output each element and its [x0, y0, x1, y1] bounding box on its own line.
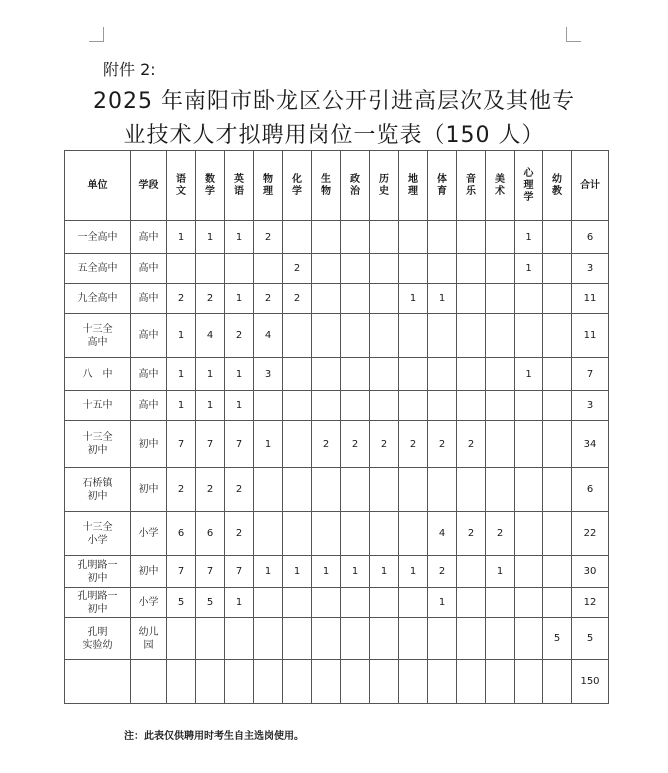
- column-header: [283, 151, 312, 221]
- level-cell: 初中: [131, 556, 167, 588]
- quota-cell: 4: [254, 314, 283, 358]
- quota-cell: 1: [225, 284, 254, 314]
- quota-cell: [341, 512, 370, 556]
- quota-cell: 1: [254, 421, 283, 468]
- column-header: [370, 151, 399, 221]
- quota-cell: 7: [225, 421, 254, 468]
- quota-cell: 2: [370, 421, 399, 468]
- quota-cell: [399, 358, 428, 391]
- quota-cell: [370, 391, 399, 421]
- level-cell: 小学: [131, 512, 167, 556]
- quota-cell: [457, 314, 486, 358]
- column-header-label: 英语: [234, 173, 244, 197]
- unit-cell: 石桥镇 初中: [65, 468, 131, 512]
- level-cell: 高中: [131, 358, 167, 391]
- table-header-row: [65, 151, 609, 221]
- quota-cell: 1: [254, 556, 283, 588]
- quota-cell: [283, 358, 312, 391]
- column-header: [486, 151, 515, 221]
- quota-cell: [341, 660, 370, 704]
- quota-cell: [543, 588, 572, 618]
- column-header-label: 心理学: [523, 167, 534, 203]
- unit-cell: 五全高中: [65, 254, 131, 284]
- unit-cell: 十三全 高中: [65, 314, 131, 358]
- quota-cell: [486, 618, 515, 660]
- page-corner-mark-top-left: [89, 27, 104, 42]
- quota-cell: 1: [225, 221, 254, 254]
- quota-cell: [515, 421, 543, 468]
- quota-cell: [283, 314, 312, 358]
- quota-cell: [312, 468, 341, 512]
- total-cell: 11: [572, 314, 609, 358]
- quota-cell: 1: [225, 588, 254, 618]
- table-row: [65, 221, 609, 254]
- total-cell: 7: [572, 358, 609, 391]
- quota-cell: [543, 556, 572, 588]
- quota-cell: [341, 618, 370, 660]
- quota-cell: 1: [515, 358, 543, 391]
- column-header-label: 学段: [138, 180, 159, 191]
- quota-cell: 2: [254, 221, 283, 254]
- quota-cell: 2: [196, 284, 225, 314]
- unit-cell: 孔明路一 初中: [65, 588, 131, 618]
- level-cell: 小学: [131, 588, 167, 618]
- total-cell: 12: [572, 588, 609, 618]
- quota-cell: [399, 660, 428, 704]
- column-header-label: 历史: [379, 173, 389, 197]
- quota-cell: 1: [167, 314, 196, 358]
- quota-cell: 1: [196, 358, 225, 391]
- unit-cell: 十五中: [65, 391, 131, 421]
- quota-cell: 2: [283, 284, 312, 314]
- quota-cell: [370, 221, 399, 254]
- quota-cell: 1: [341, 556, 370, 588]
- quota-cell: 3: [254, 358, 283, 391]
- quota-cell: 1: [283, 556, 312, 588]
- column-header: [131, 151, 167, 221]
- quota-cell: [370, 314, 399, 358]
- quota-cell: 4: [196, 314, 225, 358]
- positions-table: [64, 150, 609, 704]
- quota-cell: [167, 660, 196, 704]
- table-row: [65, 391, 609, 421]
- quota-cell: [428, 391, 457, 421]
- unit-cell: 一全高中: [65, 221, 131, 254]
- table-row: [65, 556, 609, 588]
- page-title-line-1: 2025 年南阳市卧龙区公开引进高层次及其他专: [93, 89, 575, 114]
- quota-cell: [370, 512, 399, 556]
- quota-cell: [543, 221, 572, 254]
- quota-cell: [399, 254, 428, 284]
- quota-cell: [312, 391, 341, 421]
- column-header-label: 合计: [580, 180, 600, 191]
- quota-cell: [457, 358, 486, 391]
- column-header-label: 政治: [350, 173, 360, 197]
- quota-cell: [515, 284, 543, 314]
- quota-cell: [399, 512, 428, 556]
- quota-cell: 1: [167, 221, 196, 254]
- column-header: [572, 151, 609, 221]
- quota-cell: [457, 468, 486, 512]
- quota-cell: 2: [399, 421, 428, 468]
- quota-cell: [486, 588, 515, 618]
- total-cell: 22: [572, 512, 609, 556]
- quota-cell: [283, 512, 312, 556]
- column-header-label: 物理: [263, 173, 273, 197]
- quota-cell: [457, 391, 486, 421]
- quota-cell: [312, 314, 341, 358]
- quota-cell: [196, 618, 225, 660]
- total-cell: 11: [572, 284, 609, 314]
- unit-cell: 八 中: [65, 358, 131, 391]
- quota-cell: [254, 618, 283, 660]
- quota-cell: [167, 618, 196, 660]
- quota-cell: 5: [196, 588, 225, 618]
- quota-cell: [341, 254, 370, 284]
- column-header-label: 体育: [437, 173, 447, 197]
- quota-cell: [283, 618, 312, 660]
- quota-cell: [312, 512, 341, 556]
- level-cell: 初中: [131, 468, 167, 512]
- quota-cell: [370, 588, 399, 618]
- quota-cell: [399, 391, 428, 421]
- quota-cell: [428, 221, 457, 254]
- quota-cell: 2: [341, 421, 370, 468]
- quota-cell: [486, 314, 515, 358]
- table-row: [65, 254, 609, 284]
- total-cell: 6: [572, 468, 609, 512]
- quota-cell: [543, 284, 572, 314]
- quota-cell: 5: [543, 618, 572, 660]
- quota-cell: [370, 468, 399, 512]
- column-header: [196, 151, 225, 221]
- quota-cell: 2: [486, 512, 515, 556]
- level-cell: 高中: [131, 254, 167, 284]
- quota-cell: [457, 284, 486, 314]
- quota-cell: [486, 391, 515, 421]
- column-header: [457, 151, 486, 221]
- quota-cell: 2: [167, 284, 196, 314]
- column-header-label: 语文: [176, 173, 186, 197]
- total-cell: 30: [572, 556, 609, 588]
- quota-cell: 1: [167, 358, 196, 391]
- quota-cell: [196, 660, 225, 704]
- column-header-label: 数学: [205, 173, 215, 197]
- column-header-label: 美术: [495, 173, 505, 197]
- column-header-label: 生物: [321, 173, 331, 197]
- quota-cell: [486, 468, 515, 512]
- quota-cell: [399, 618, 428, 660]
- level-cell: 高中: [131, 284, 167, 314]
- quota-cell: 1: [196, 391, 225, 421]
- total-cell: 150: [572, 660, 609, 704]
- column-header: [515, 151, 543, 221]
- level-cell: 高中: [131, 391, 167, 421]
- column-header-label: 音乐: [466, 173, 476, 197]
- quota-cell: [457, 254, 486, 284]
- quota-cell: [254, 468, 283, 512]
- quota-cell: [428, 358, 457, 391]
- quota-cell: [283, 468, 312, 512]
- column-header: [341, 151, 370, 221]
- quota-cell: [399, 314, 428, 358]
- quota-cell: [543, 660, 572, 704]
- footnote: 注：此表仅供聘用时考生自主选岗使用。: [124, 731, 304, 742]
- quota-cell: [312, 618, 341, 660]
- quota-cell: [399, 468, 428, 512]
- table-row: [65, 284, 609, 314]
- quota-cell: 2: [283, 254, 312, 284]
- column-header-label: 幼教: [552, 173, 562, 197]
- quota-cell: [486, 284, 515, 314]
- quota-cell: 2: [167, 468, 196, 512]
- total-cell: 3: [572, 254, 609, 284]
- total-cell: 5: [572, 618, 609, 660]
- table-row: [65, 358, 609, 391]
- quota-cell: [428, 468, 457, 512]
- quota-cell: [486, 221, 515, 254]
- quota-cell: [428, 314, 457, 358]
- quota-cell: 1: [225, 358, 254, 391]
- quota-cell: [341, 221, 370, 254]
- column-header: [65, 151, 131, 221]
- page-corner-mark-top-right: [566, 27, 581, 42]
- quota-cell: [283, 660, 312, 704]
- column-header: [254, 151, 283, 221]
- table-row: [65, 512, 609, 556]
- quota-cell: [196, 254, 225, 284]
- quota-cell: 2: [254, 284, 283, 314]
- quota-cell: [543, 512, 572, 556]
- column-header: [428, 151, 457, 221]
- quota-cell: 1: [225, 391, 254, 421]
- quota-cell: [515, 556, 543, 588]
- quota-cell: 1: [399, 556, 428, 588]
- quota-cell: [254, 588, 283, 618]
- quota-cell: 1: [399, 284, 428, 314]
- column-header-label: 单位: [87, 180, 108, 191]
- table-row: [65, 314, 609, 358]
- quota-cell: 2: [312, 421, 341, 468]
- attachment-label: 附件 2:: [103, 60, 156, 79]
- quota-cell: 2: [225, 512, 254, 556]
- quota-cell: [428, 254, 457, 284]
- quota-cell: [486, 358, 515, 391]
- quota-cell: [543, 468, 572, 512]
- table-row: [65, 421, 609, 468]
- quota-cell: 1: [312, 556, 341, 588]
- quota-cell: [312, 660, 341, 704]
- quota-cell: [312, 221, 341, 254]
- quota-cell: [399, 588, 428, 618]
- table-row: [65, 660, 609, 704]
- unit-cell: 孔明路一 初中: [65, 556, 131, 588]
- column-header-label: 地理: [408, 173, 418, 197]
- quota-cell: [370, 618, 399, 660]
- quota-cell: [283, 588, 312, 618]
- quota-cell: [341, 358, 370, 391]
- quota-cell: [370, 284, 399, 314]
- quota-cell: 1: [486, 556, 515, 588]
- quota-cell: [515, 468, 543, 512]
- quota-cell: [341, 588, 370, 618]
- quota-cell: [225, 618, 254, 660]
- quota-cell: [515, 391, 543, 421]
- quota-cell: 5: [167, 588, 196, 618]
- quota-cell: 2: [225, 468, 254, 512]
- quota-cell: [312, 358, 341, 391]
- quota-cell: 1: [428, 284, 457, 314]
- quota-cell: [370, 254, 399, 284]
- table-row: [65, 588, 609, 618]
- quota-cell: [543, 314, 572, 358]
- quota-cell: 2: [457, 512, 486, 556]
- quota-cell: [225, 660, 254, 704]
- column-header: [312, 151, 341, 221]
- quota-cell: [457, 556, 486, 588]
- quota-cell: 1: [428, 588, 457, 618]
- table-row: [65, 618, 609, 660]
- total-cell: 6: [572, 221, 609, 254]
- quota-cell: [254, 660, 283, 704]
- quota-cell: [515, 588, 543, 618]
- quota-cell: [283, 221, 312, 254]
- quota-cell: 2: [225, 314, 254, 358]
- quota-cell: [486, 254, 515, 284]
- quota-cell: [428, 660, 457, 704]
- quota-cell: [515, 314, 543, 358]
- level-cell: [131, 660, 167, 704]
- unit-cell: 九全高中: [65, 284, 131, 314]
- quota-cell: [515, 618, 543, 660]
- quota-cell: 1: [167, 391, 196, 421]
- quota-cell: [399, 221, 428, 254]
- quota-cell: [543, 421, 572, 468]
- quota-cell: [254, 254, 283, 284]
- quota-cell: 1: [196, 221, 225, 254]
- quota-cell: [486, 421, 515, 468]
- quota-cell: [486, 660, 515, 704]
- unit-cell: 十三全 小学: [65, 512, 131, 556]
- quota-cell: [543, 391, 572, 421]
- quota-cell: [341, 468, 370, 512]
- quota-cell: [543, 254, 572, 284]
- quota-cell: [283, 391, 312, 421]
- quota-cell: 7: [167, 421, 196, 468]
- quota-cell: [341, 391, 370, 421]
- unit-cell: 十三全 初中: [65, 421, 131, 468]
- quota-cell: 4: [428, 512, 457, 556]
- quota-cell: 7: [196, 421, 225, 468]
- quota-cell: [254, 512, 283, 556]
- quota-cell: [254, 391, 283, 421]
- column-header: [399, 151, 428, 221]
- table-row: [65, 468, 609, 512]
- level-cell: 幼儿 园: [131, 618, 167, 660]
- quota-cell: [457, 618, 486, 660]
- quota-cell: [543, 358, 572, 391]
- quota-cell: 1: [370, 556, 399, 588]
- quota-cell: [370, 358, 399, 391]
- quota-cell: [283, 421, 312, 468]
- quota-cell: 2: [457, 421, 486, 468]
- quota-cell: [312, 284, 341, 314]
- quota-cell: [312, 588, 341, 618]
- quota-cell: [341, 284, 370, 314]
- quota-cell: 6: [167, 512, 196, 556]
- level-cell: 初中: [131, 421, 167, 468]
- unit-cell: 孔明 实验幼: [65, 618, 131, 660]
- unit-cell: [65, 660, 131, 704]
- quota-cell: [515, 660, 543, 704]
- quota-cell: [370, 660, 399, 704]
- quota-cell: 1: [515, 254, 543, 284]
- quota-cell: [457, 588, 486, 618]
- quota-cell: 1: [515, 221, 543, 254]
- column-header: [167, 151, 196, 221]
- quota-cell: 7: [196, 556, 225, 588]
- quota-cell: [457, 660, 486, 704]
- quota-cell: 2: [428, 421, 457, 468]
- quota-cell: 7: [167, 556, 196, 588]
- quota-cell: [167, 254, 196, 284]
- quota-cell: 7: [225, 556, 254, 588]
- page-title-line-2: 业技术人才拟聘用岗位一览表（150 人）: [123, 123, 545, 148]
- quota-cell: [428, 618, 457, 660]
- quota-cell: 6: [196, 512, 225, 556]
- quota-cell: [341, 314, 370, 358]
- quota-cell: [457, 221, 486, 254]
- column-header: [543, 151, 572, 221]
- quota-cell: [225, 254, 254, 284]
- level-cell: 高中: [131, 221, 167, 254]
- total-cell: 3: [572, 391, 609, 421]
- total-cell: 34: [572, 421, 609, 468]
- quota-cell: [515, 512, 543, 556]
- quota-cell: [312, 254, 341, 284]
- quota-cell: 2: [428, 556, 457, 588]
- level-cell: 高中: [131, 314, 167, 358]
- quota-cell: 2: [196, 468, 225, 512]
- column-header: [225, 151, 254, 221]
- column-header-label: 化学: [292, 173, 302, 197]
